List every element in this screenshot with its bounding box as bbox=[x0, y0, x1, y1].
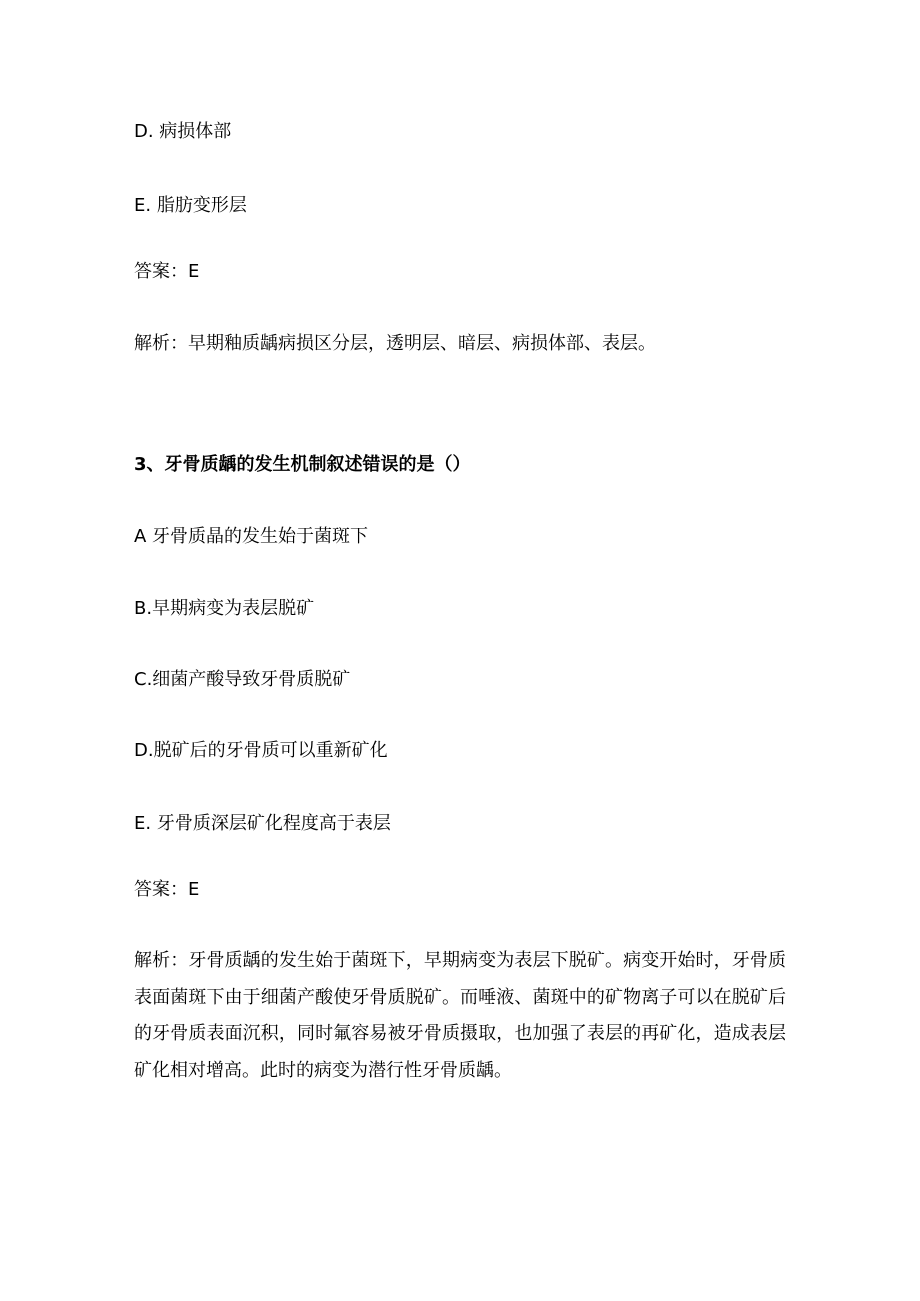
prev-analysis: 解析：早期釉质龋病损区分层，透明层、暗层、病损体部、表层。 bbox=[134, 333, 656, 354]
prev-option-d: D. 病损体部 bbox=[134, 121, 232, 142]
q3-answer: 答案：E bbox=[134, 879, 200, 900]
question-3-title: 3、牙骨质龋的发生机制叙述错误的是（） bbox=[134, 454, 471, 475]
q3-option-e: E. 牙骨质深层矿化程度高于表层 bbox=[134, 813, 391, 834]
prev-answer: 答案：E bbox=[134, 261, 200, 282]
q3-analysis: 解析：牙骨质龋的发生始于菌斑下，早期病变为表层下脱矿。病变开始时，牙骨质表面菌斑下由于细菌产酸使牙骨质脱矿。而唾液、菌斑中的矿物离子可以在脱矿后的牙骨质表面沉积，同时氟容易被牙骨质摄取，也加强了表层的再矿化，造成表层矿化相对增高。此时的病变为潜行性牙骨质龋。 bbox=[134, 950, 786, 1082]
prev-option-e: E. 脂肪变形层 bbox=[134, 195, 247, 216]
q3-option-d: D.脱矿后的牙骨质可以重新矿化 bbox=[134, 740, 388, 761]
q3-option-c: C.细菌产酸导致牙骨质脱矿 bbox=[134, 669, 351, 690]
q3-option-a: A 牙骨质晶的发生始于菌斑下 bbox=[134, 526, 369, 547]
q3-option-b: B.早期病变为表层脱矿 bbox=[134, 598, 315, 619]
